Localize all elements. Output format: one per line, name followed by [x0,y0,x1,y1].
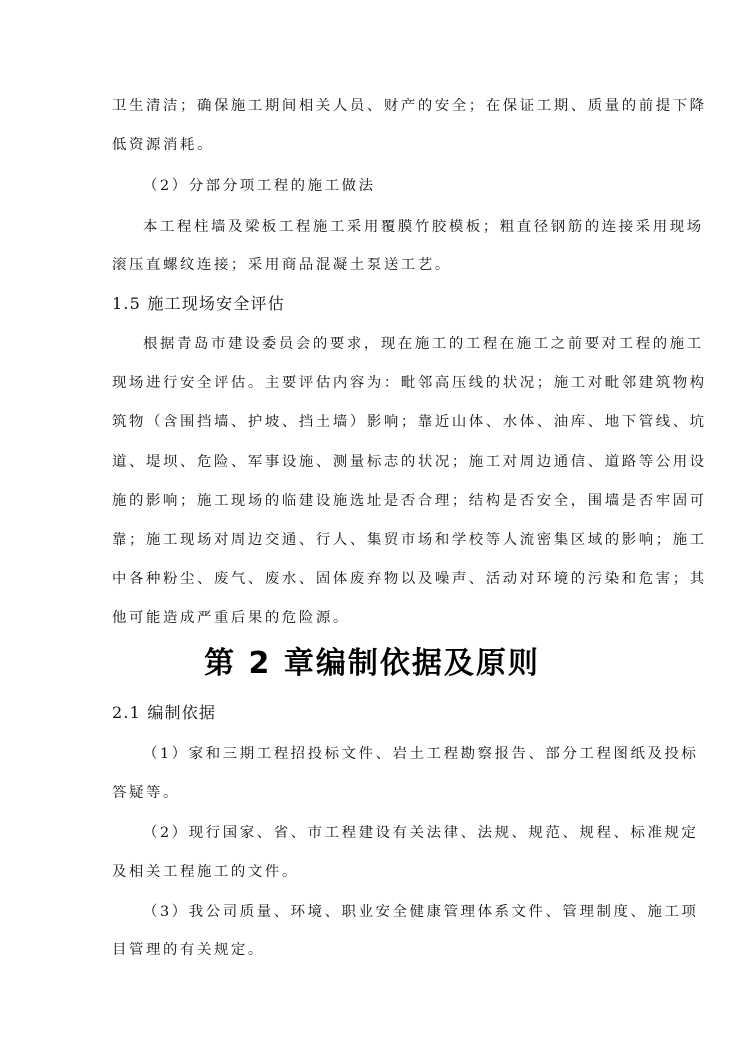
paragraph-line: 卫生清洁；确保施工期间相关人员、财产的安全；在保证工期、质量的前提下降 [112,98,707,114]
paragraph-line: 答疑等。 [112,785,180,801]
paragraph-line: 他可能造成严重后果的危险源。 [112,610,350,626]
paragraph-line: （1）家和三期工程招投标文件、岩土工程勘察报告、部分工程图纸及投标 [143,746,699,762]
subsection-item: （2）分部分项工程的施工做法 [143,178,376,194]
paragraph-line: 及相关工程施工的文件。 [112,864,299,880]
paragraph-line: 根据青岛市建设委员会的要求，现在施工的工程在施工之前要对工程的施工 [143,336,704,352]
chapter-title: 第 2 章编制依据及原则 [204,646,540,681]
paragraph-line: （2）现行国家、省、市工程建设有关法律、法规、规范、规程、标准规定 [143,825,699,841]
paragraph-line: 筑物（含围挡墙、护坡、挡土墙）影响；靠近山体、水体、油库、地下管线、坑 [112,414,707,430]
paragraph-line: 目管理的有关规定。 [112,942,265,958]
paragraph-line: 滚压直螺纹连接；采用商品混凝土泵送工艺。 [112,257,452,273]
paragraph-line: 现场进行安全评估。主要评估内容为：毗邻高压线的状况；施工对毗邻建筑物构 [112,375,707,391]
paragraph-line: （3）我公司质量、环境、职业安全健康管理体系文件、管理制度、施工项 [143,904,699,920]
section-heading-2-1: 2.1 编制依据 [112,703,217,722]
paragraph-line: 靠；施工现场对周边交通、行人、集贸市场和学校等人流密集区域的影响；施工 [112,532,707,548]
paragraph-line: 中各种粉尘、废气、废水、固体废弃物以及噪声、活动对环境的污染和危害；其 [112,571,707,587]
paragraph-line: 低资源消耗。 [112,137,214,153]
paragraph-line: 道、堤坝、危险、军事设施、测量标志的状况；施工对周边通信、道路等公用设 [112,454,707,470]
section-heading-1-5: 1.5 施工现场安全评估 [112,294,285,313]
paragraph-line: 施的影响；施工现场的临建设施选址是否合理；结构是否安全，围墙是否牢固可 [112,493,707,509]
paragraph-line: 本工程柱墙及梁板工程施工采用覆膜竹胶模板；粗直径钢筋的连接采用现场 [143,219,704,235]
